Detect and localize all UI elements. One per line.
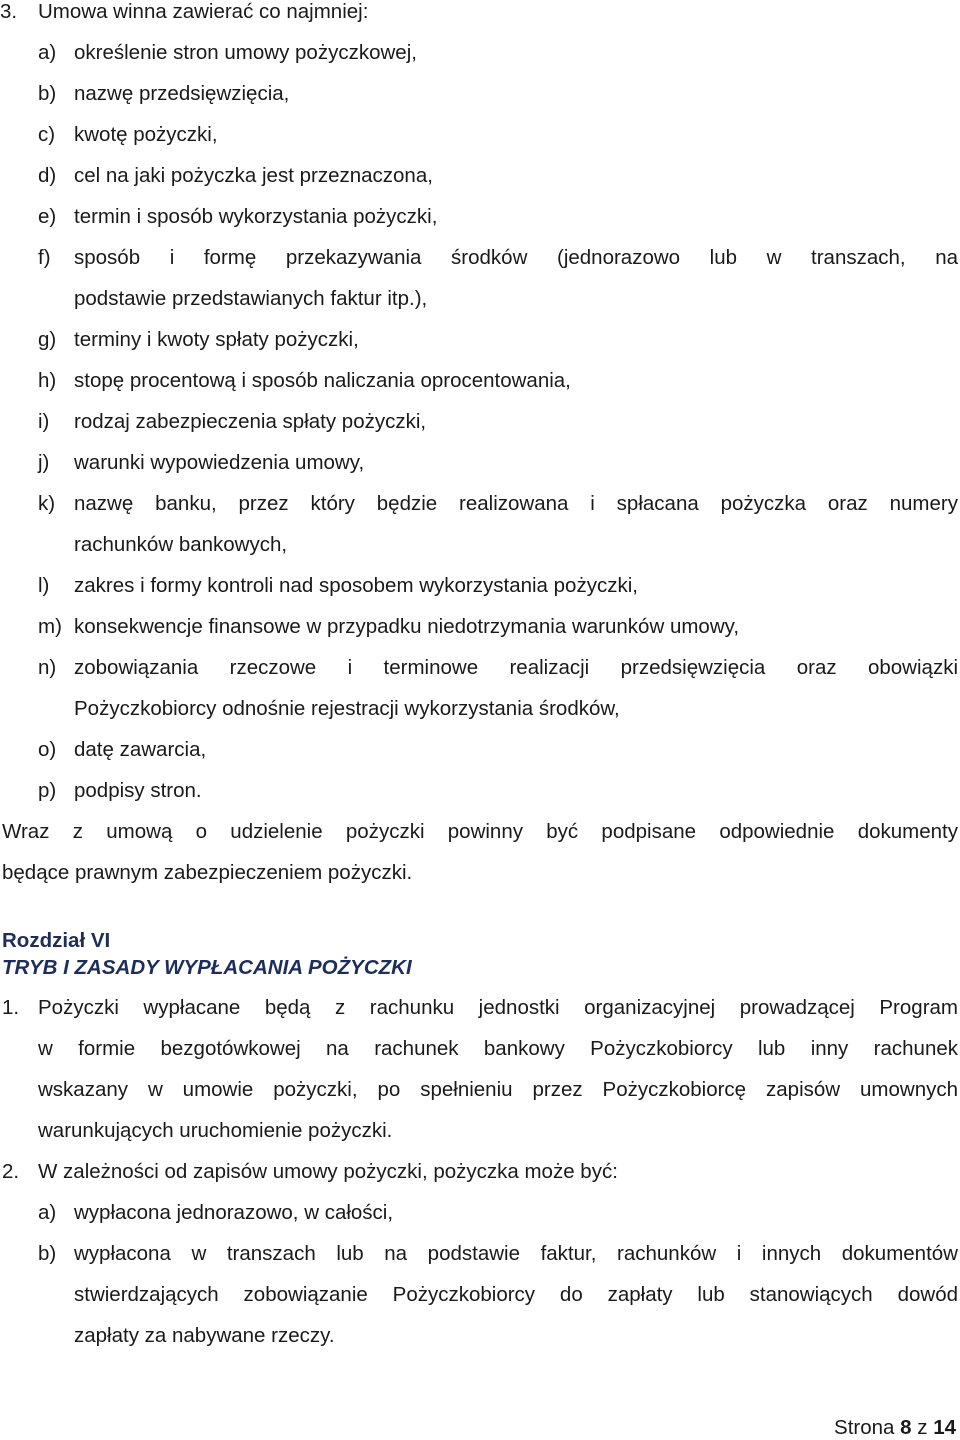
list-item [0, 779, 958, 803]
list-item-label: j) [38, 451, 50, 474]
point1-number: 1. [2, 996, 20, 1019]
list-item-text: rodzaj zabezpieczenia spłaty pożyczki, [74, 410, 427, 433]
section3-intro-row [0, 0, 958, 24]
list-item [0, 164, 958, 188]
list-item-text: konsekwencje finansowe w przypadku niedotrzymania warunków umowy, [74, 615, 740, 638]
section3-closing-line: Wraz z umową o udzielenie pożyczki powinny być podpisane odpowiednie dokumenty [2, 820, 958, 843]
chapter-title: Rozdział VI [2, 929, 111, 952]
list-item-label: n) [38, 656, 57, 679]
list-item-text: cel na jaki pożyczka jest przeznaczona, [74, 164, 433, 187]
list-item-text: kwotę pożyczki, [74, 123, 218, 146]
list-item-label: o) [38, 738, 57, 761]
point1-line: w formie bezgotówkowej na rachunek bankowy Pożyczkobiorcy lub inny rachunek [38, 1037, 958, 1060]
list-item [0, 656, 958, 680]
list-item [0, 615, 958, 639]
list-item-text: nazwę przedsięwzięcia, [74, 82, 290, 105]
list-item [0, 410, 958, 434]
list-item-text: warunki wypowiedzenia umowy, [74, 451, 365, 474]
point1-line: warunkujących uruchomienie pożyczki. [38, 1119, 393, 1142]
footer-prefix: Strona [834, 1416, 895, 1439]
list-item-text: sposób i formę przekazywania środków (jednorazowo lub w transzach, na [74, 246, 958, 269]
list-item [0, 246, 958, 270]
list-item-label: m) [38, 615, 62, 638]
list-item [0, 1201, 958, 1225]
footer-page-number: 8 [900, 1416, 912, 1439]
list-item-label: a) [38, 41, 57, 64]
list-item-continuation: zapłaty za nabywane rzeczy. [74, 1324, 335, 1347]
point2-row [0, 1160, 958, 1184]
list-item-text: podpisy stron. [74, 779, 202, 802]
list-item-text: terminy i kwoty spłaty pożyczki, [74, 328, 359, 351]
list-item-label: a) [38, 1201, 57, 1224]
list-item-text: nazwę banku, przez który będzie realizowana i spłacana pożyczka oraz numery [74, 492, 958, 515]
list-item-continuation: stwierdzających zobowiązanie Pożyczkobiorcy do zapłaty lub stanowiących dowód [74, 1283, 958, 1306]
list-item-label: d) [38, 164, 57, 187]
list-item-label: g) [38, 328, 57, 351]
section3-intro: Umowa winna zawierać co najmniej: [38, 0, 369, 23]
list-item-label: b) [38, 82, 57, 105]
chapter-subtitle: TRYB I ZASADY WYPŁACANIA POŻYCZKI [2, 956, 412, 979]
point1-row [0, 996, 958, 1020]
list-item-text: zakres i formy kontroli nad sposobem wykorzystania pożyczki, [74, 574, 638, 597]
section3-number: 3. [0, 0, 18, 23]
list-item-label: k) [38, 492, 56, 515]
list-item-text: wypłacona jednorazowo, w całości, [74, 1201, 394, 1224]
point1-line: Pożyczki wypłacane będą z rachunku jednostki organizacyjnej prowadzącej Program [38, 996, 958, 1019]
list-item [0, 205, 958, 229]
list-item-label: c) [38, 123, 56, 146]
list-item [0, 574, 958, 598]
list-item-continuation: podstawie przedstawianych faktur itp.), [74, 287, 428, 310]
list-item [0, 738, 958, 762]
list-item-text: termin i sposób wykorzystania pożyczki, [74, 205, 438, 228]
list-item [0, 369, 958, 393]
list-item-label: f) [38, 246, 51, 269]
point2-number: 2. [2, 1160, 20, 1183]
footer-page-total: 14 [933, 1416, 956, 1439]
point2-intro: W zależności od zapisów umowy pożyczki, pożyczka może być: [38, 1160, 618, 1183]
list-item-text: stopę procentową i sposób naliczania oprocentowania, [74, 369, 571, 392]
list-item-label: e) [38, 205, 57, 228]
list-item [0, 123, 958, 147]
page-footer [834, 1416, 956, 1440]
list-item-continuation: Pożyczkobiorcy odnośnie rejestracji wykorzystania środków, [74, 697, 620, 720]
list-item [0, 82, 958, 106]
list-item [0, 492, 958, 516]
list-item-label: b) [38, 1242, 57, 1265]
footer-of: z [917, 1416, 928, 1439]
list-item [0, 451, 958, 475]
list-item [0, 328, 958, 352]
point1-line: wskazany w umowie pożyczki, po spełnieniu przez Pożyczkobiorcę zapisów umownych [38, 1078, 958, 1101]
list-item-label: h) [38, 369, 57, 392]
list-item-text: zobowiązania rzeczowe i terminowe realizacji przedsięwzięcia oraz obowiązki [74, 656, 958, 679]
list-item-label: i) [38, 410, 50, 433]
list-item-continuation: rachunków bankowych, [74, 533, 288, 556]
list-item-text: wypłacona w transzach lub na podstawie faktur, rachunków i innych dokumentów [74, 1242, 958, 1265]
list-item-label: p) [38, 779, 57, 802]
list-item-text: datę zawarcia, [74, 738, 207, 761]
list-item [0, 41, 958, 65]
list-item-label: l) [38, 574, 50, 597]
list-item [0, 1242, 958, 1266]
section3-closing-line: będące prawnym zabezpieczeniem pożyczki. [2, 861, 413, 884]
list-item-text: określenie stron umowy pożyczkowej, [74, 41, 417, 64]
